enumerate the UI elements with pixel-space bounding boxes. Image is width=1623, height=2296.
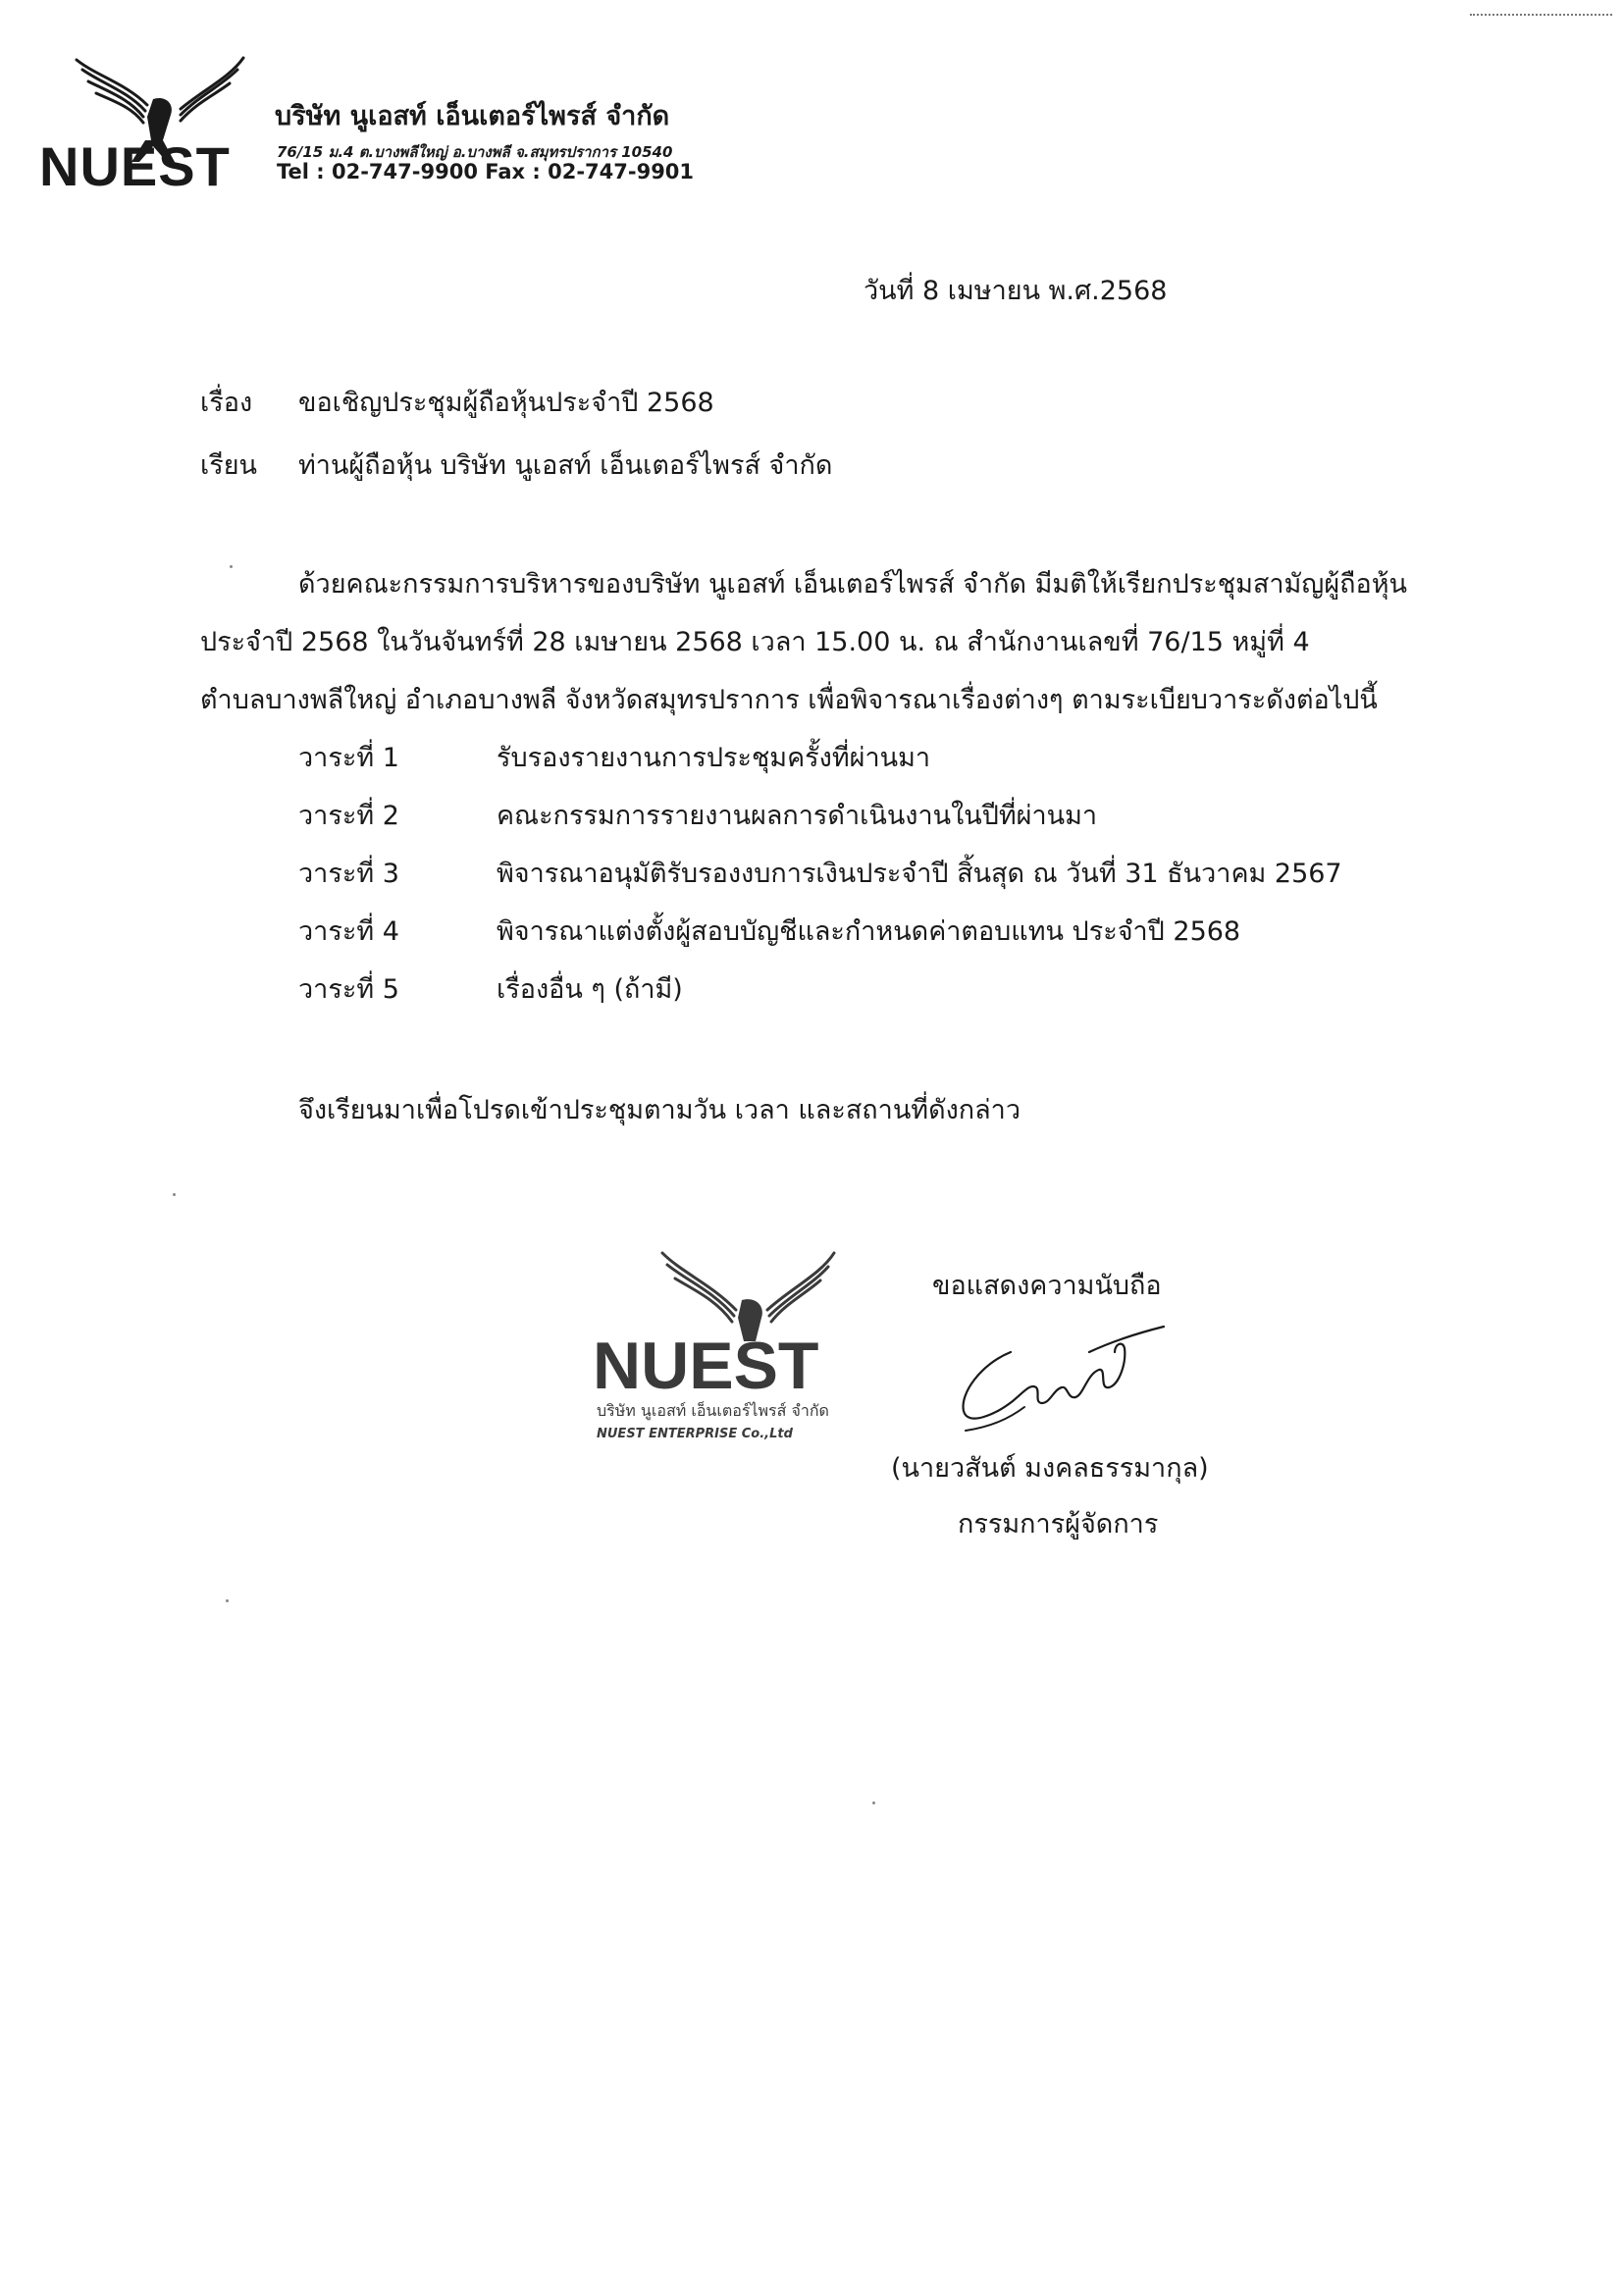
body-line-1: ด้วยคณะกรรมการบริหารของบริษัท นูเอสท์ เอ็นเตอร์ไพรส์ จำกัด มีมติให้เรียกประชุมสามัญผู้ถือหุ้น [298, 569, 1407, 600]
agenda-item-1-text: รับรองรายงานการประชุมครั้งที่ผ่านมา [497, 743, 931, 773]
agenda-item-5-text: เรื่องอื่น ๆ (ถ้ามี) [497, 974, 683, 1005]
agenda-item-2-label: วาระที่ 2 [298, 801, 399, 831]
company-logo [37, 54, 268, 191]
agenda-item-5-label: วาระที่ 5 [298, 974, 399, 1005]
subject-value: ขอเชิญประชุมผู้ถือหุ้นประจำปี 2568 [298, 388, 714, 418]
agenda-item-3-label: วาระที่ 3 [298, 859, 399, 889]
company-name: บริษัท นูเอสท์ เอ็นเตอร์ไพรส์ จำกัด [275, 101, 670, 131]
regards-text: ขอแสดงความนับถือ [932, 1271, 1162, 1301]
scan-edge-mark [1470, 14, 1612, 18]
agenda-item-4-text: พิจารณาแต่งตั้งผู้สอบบัญชีและกำหนดค่าตอบแทน ประจำปี 2568 [497, 916, 1241, 947]
scan-speck [872, 1801, 875, 1804]
closing-line: จึงเรียนมาเพื่อโปรดเข้าประชุมตามวัน เวลา และสถานที่ดังกล่าว [298, 1095, 1021, 1125]
signer-name: (นายวสันต์ มงคลธรรมากุล) [891, 1453, 1209, 1484]
agenda-item-3-text: พิจารณาอนุมัติรับรองงบการเงินประจำปี สิ้นสุด ณ วันที่ 31 ธันวาคม 2567 [497, 859, 1342, 889]
scan-speck [173, 1193, 176, 1196]
subject-label: เรื่อง [200, 388, 253, 418]
agenda-item-2-text: คณะกรรมการรายงานผลการดำเนินงานในปีที่ผ่านมา [497, 801, 1098, 831]
scan-speck [226, 1599, 229, 1602]
letter-date: วันที่ 8 เมษายน พ.ศ.2568 [864, 276, 1168, 306]
company-address: 76/15 ม.4 ต.บางพลีใหญ่ อ.บางพลี จ.สมุทรปราการ 10540 [277, 143, 673, 161]
stamp-logo-text: NUEST [593, 1329, 819, 1403]
stamp-company-en: NUEST ENTERPRISE Co.,Ltd [597, 1427, 793, 1441]
agenda-item-4-label: วาระที่ 4 [298, 916, 399, 947]
scan-speck [230, 565, 233, 568]
recipient-value: ท่านผู้ถือหุ้น บริษัท นูเอสท์ เอ็นเตอร์ไพรส์ จำกัด [298, 450, 833, 481]
body-line-3: ตำบลบางพลีใหญ่ อำเภอบางพลี จังหวัดสมุทรปราการ เพื่อพิจารณาเรื่องต่างๆ ตามระเบียบวาระดังต่อไปนี้ [200, 685, 1378, 715]
handwritten-signature [952, 1305, 1178, 1452]
stamp-company-th: บริษัท นูเอสท์ เอ็นเตอร์ไพรส์ จำกัด [597, 1401, 829, 1420]
recipient-label: เรียน [200, 450, 258, 481]
company-stamp [589, 1251, 913, 1447]
company-contact: Tel : 02-747-9900 Fax : 02-747-9901 [277, 160, 695, 183]
signer-position: กรรมการผู้จัดการ [958, 1509, 1159, 1539]
body-line-2: ประจำปี 2568 ในวันจันทร์ที่ 28 เมษายน 2568 เวลา 15.00 น. ณ สำนักงานเลขที่ 76/15 หมู่ที่ 4 [200, 627, 1310, 657]
agenda-item-1-label: วาระที่ 1 [298, 743, 399, 773]
logo-text: NUEST [39, 135, 231, 191]
